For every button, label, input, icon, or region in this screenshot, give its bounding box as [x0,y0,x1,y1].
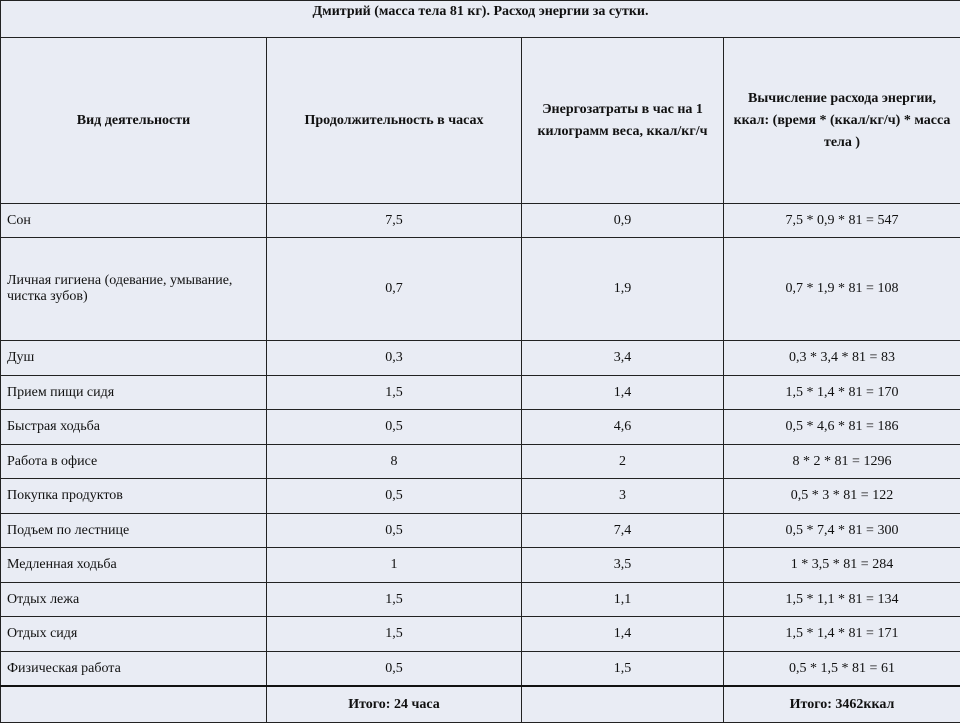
table-row [1,238,960,341]
table-row [1,376,960,410]
hours-cell: 0,5 [267,652,522,687]
totals-empty-cell [1,686,267,723]
rate-cell: 3 [522,479,724,514]
totals-row [1,686,960,723]
header-activity: Вид деятельности [1,38,267,204]
hours-cell: 0,3 [267,341,522,376]
calc-cell: 7,5 * 0,9 * 81 = 547 [724,204,960,238]
hours-cell: 1,5 [267,617,522,652]
totals-empty-cell [522,686,724,723]
table-row [1,479,960,514]
rate-cell: 2 [522,445,724,479]
hours-cell: 0,7 [267,238,522,341]
activity-cell: Сон [1,204,267,238]
header-calculation: Вычисление расхода энергии, ккал: (время * (ккал/кг/ч) * масса тела ) [724,38,960,204]
header-duration: Продолжительность в часах [267,38,522,204]
calc-cell: 1 * 3,5 * 81 = 284 [724,548,960,583]
calc-cell: 0,7 * 1,9 * 81 = 108 [724,238,960,341]
table-row [1,514,960,548]
hours-cell: 0,5 [267,410,522,445]
table-title: Дмитрий (масса тела 81 кг). Расход энергии за сутки. [1,1,960,38]
calc-cell: 0,5 * 1,5 * 81 = 61 [724,652,960,687]
calc-cell: 8 * 2 * 81 = 1296 [724,445,960,479]
hours-cell: 0,5 [267,514,522,548]
calc-cell: 0,3 * 3,4 * 81 = 83 [724,341,960,376]
total-hours: Итого: 24 часа [267,686,522,723]
calc-cell: 0,5 * 3 * 81 = 122 [724,479,960,514]
calc-cell: 1,5 * 1,4 * 81 = 171 [724,617,960,652]
table-row [1,341,960,376]
activity-cell: Отдых сидя [1,617,267,652]
calc-cell: 0,5 * 7,4 * 81 = 300 [724,514,960,548]
table-row [1,617,960,652]
hours-cell: 1 [267,548,522,583]
rate-cell: 3,4 [522,341,724,376]
table-row [1,204,960,238]
activity-cell: Личная гигиена (одевание, умывание, чистка зубов) [1,238,267,341]
rate-cell: 1,1 [522,583,724,617]
total-energy: Итого: 3462ккал [724,686,960,723]
table-row [1,652,960,687]
activity-cell: Физическая работа [1,652,267,687]
table-row [1,445,960,479]
table-row [1,410,960,445]
hours-cell: 0,5 [267,479,522,514]
rate-cell: 1,5 [522,652,724,687]
calc-cell: 1,5 * 1,4 * 81 = 170 [724,376,960,410]
activity-cell: Быстрая ходьба [1,410,267,445]
calc-cell: 0,5 * 4,6 * 81 = 186 [724,410,960,445]
rate-cell: 7,4 [522,514,724,548]
rate-cell: 3,5 [522,548,724,583]
activity-cell: Работа в офисе [1,445,267,479]
activity-cell: Отдых лежа [1,583,267,617]
calc-cell: 1,5 * 1,1 * 81 = 134 [724,583,960,617]
table-row [1,583,960,617]
activity-cell: Подъем по лестнице [1,514,267,548]
rate-cell: 0,9 [522,204,724,238]
activity-cell: Покупка продуктов [1,479,267,514]
header-row [1,38,960,204]
rate-cell: 1,9 [522,238,724,341]
activity-cell: Душ [1,341,267,376]
activity-cell: Медленная ходьба [1,548,267,583]
hours-cell: 1,5 [267,583,522,617]
hours-cell: 7,5 [267,204,522,238]
hours-cell: 1,5 [267,376,522,410]
header-rate: Энергозатраты в час на 1 килограмм веса, ккал/кг/ч [522,38,724,204]
rate-cell: 1,4 [522,617,724,652]
rate-cell: 4,6 [522,410,724,445]
table-row [1,548,960,583]
rate-cell: 1,4 [522,376,724,410]
hours-cell: 8 [267,445,522,479]
title-row [1,1,960,38]
activity-cell: Прием пищи сидя [1,376,267,410]
